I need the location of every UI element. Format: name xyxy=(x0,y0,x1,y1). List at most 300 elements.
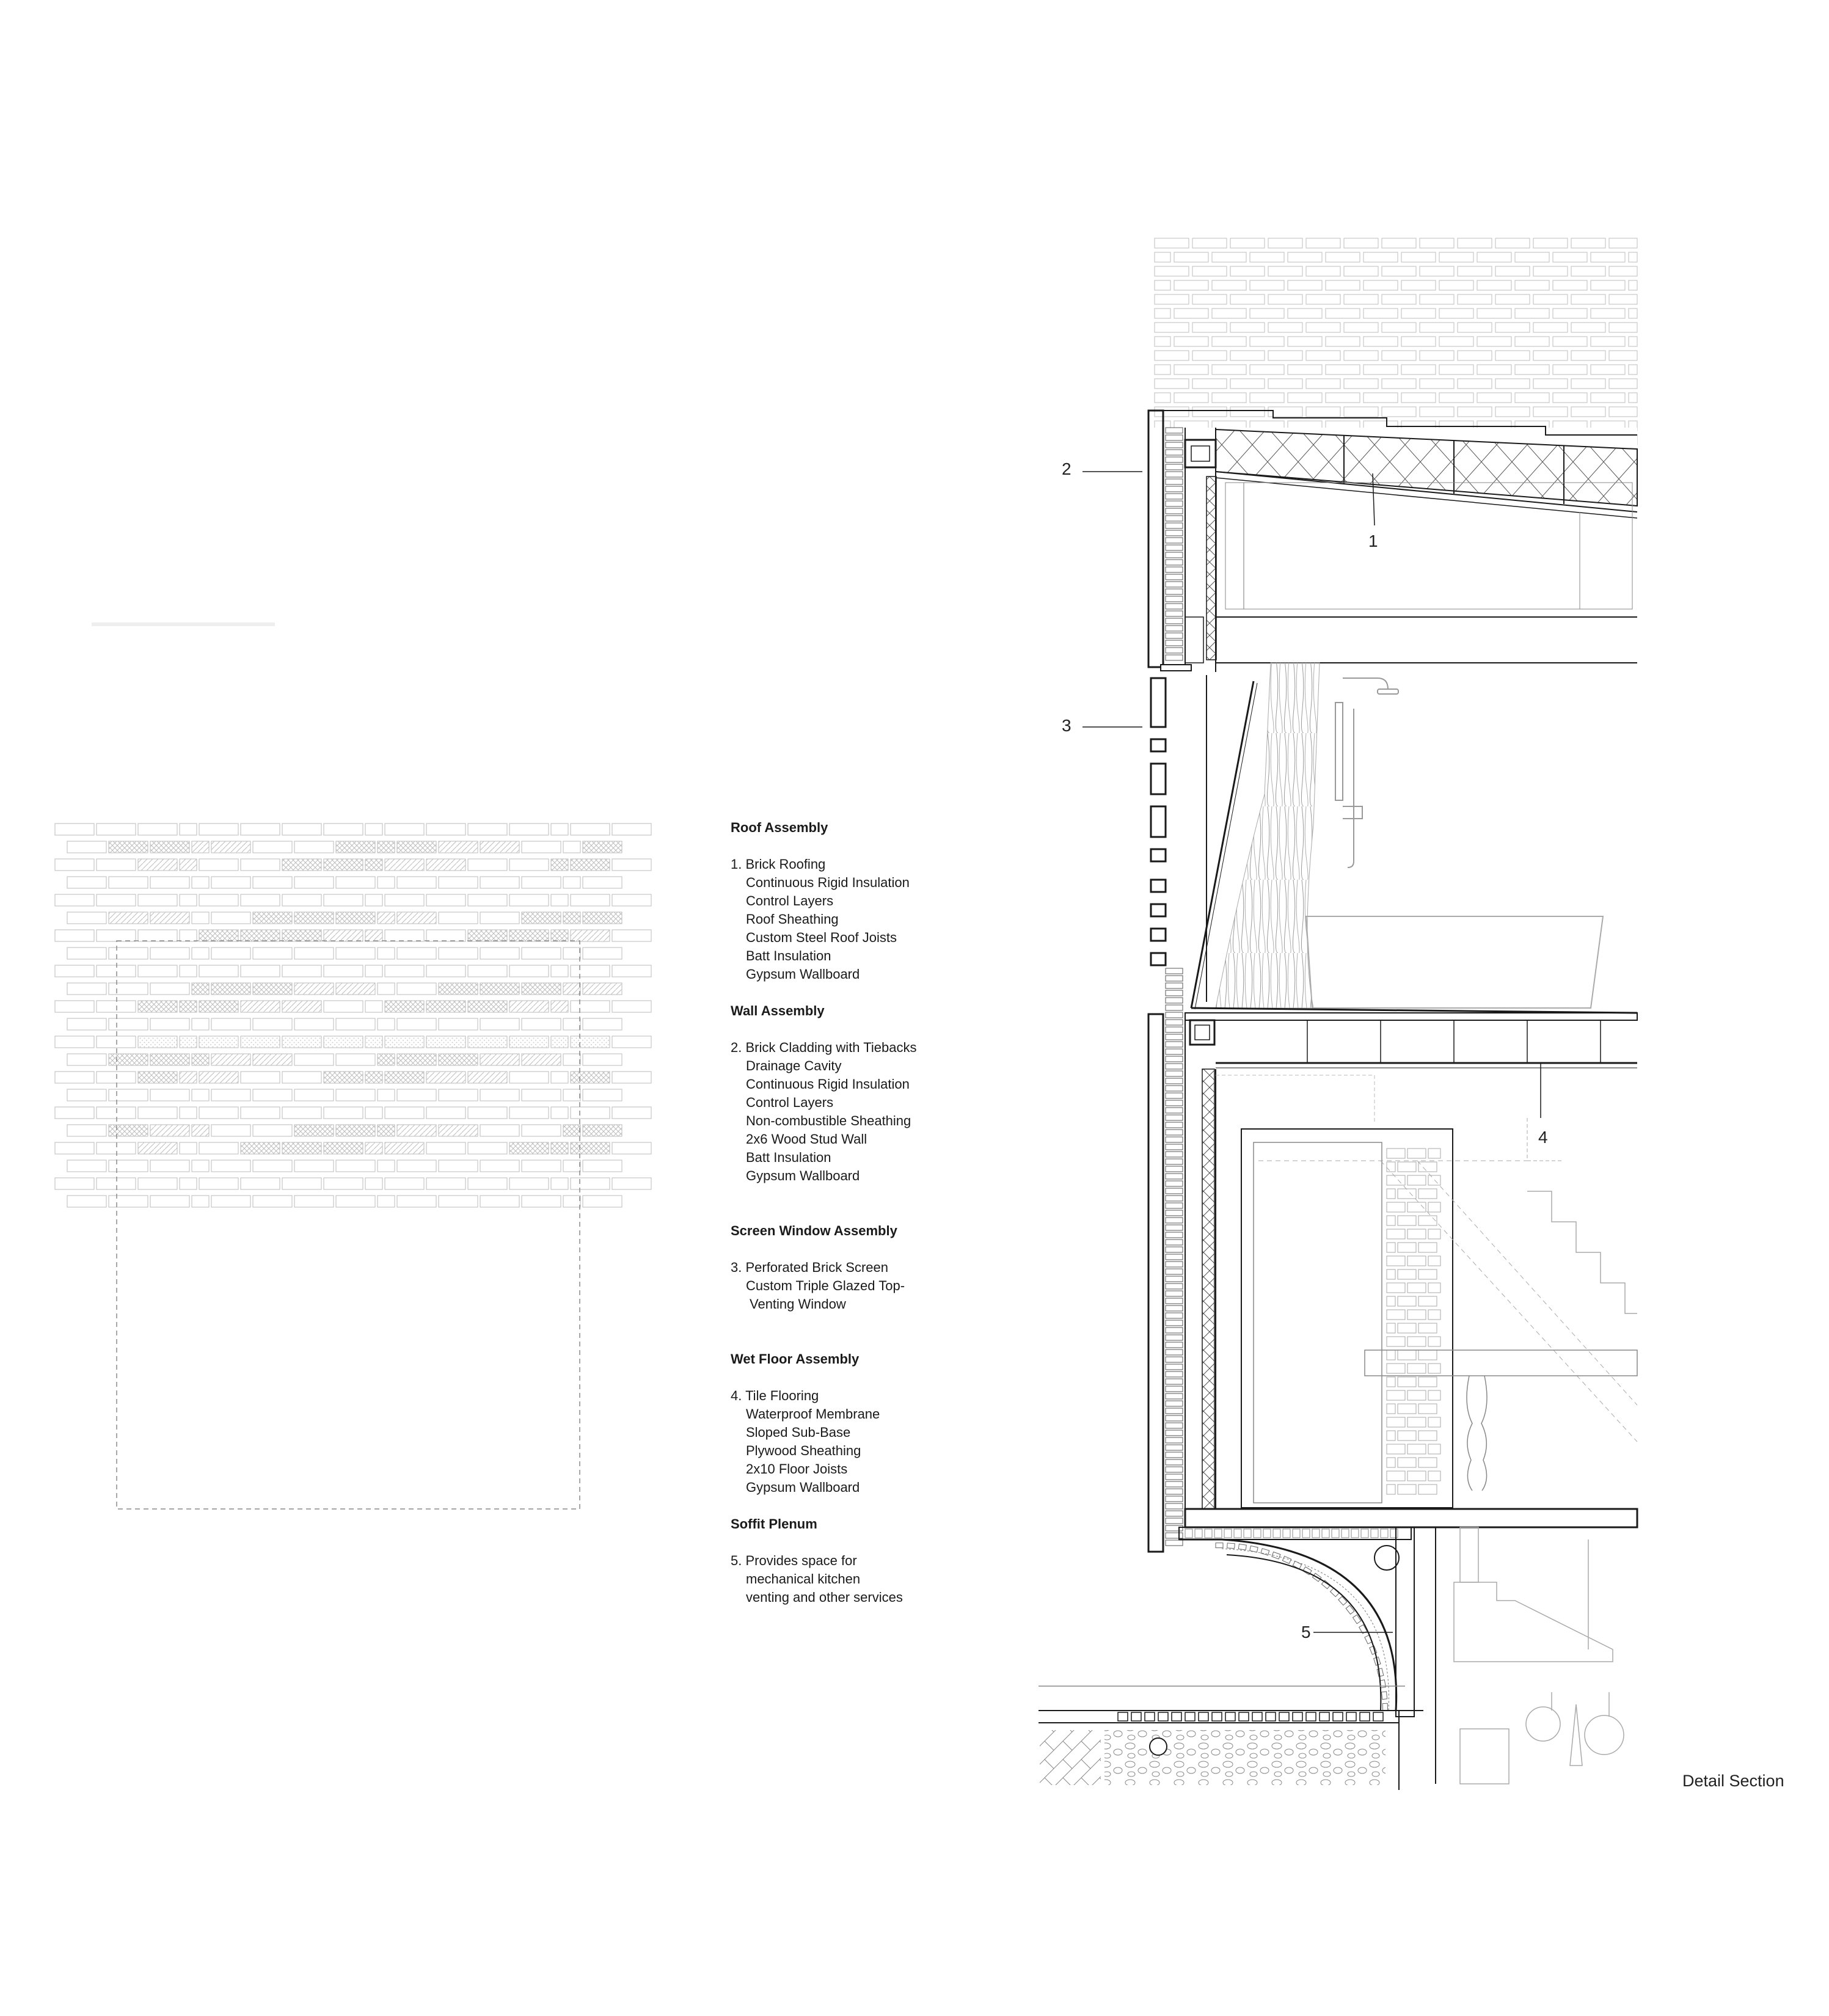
cladding-brick xyxy=(1166,486,1183,492)
soffit-brick xyxy=(1273,1529,1280,1538)
facade-brick xyxy=(1268,266,1302,276)
chimney-brick xyxy=(1387,1390,1405,1400)
legend-subitem: Sloped Sub-Base xyxy=(746,1425,851,1440)
facade-brick xyxy=(1344,407,1378,417)
arch-brick xyxy=(1261,1549,1269,1555)
cladding-brick xyxy=(1166,1078,1183,1084)
cladding-brick xyxy=(1166,1269,1183,1274)
facade-brick xyxy=(1364,309,1398,318)
facade-brick xyxy=(1230,323,1265,332)
ground-brick xyxy=(1333,1712,1343,1721)
cladding-brick xyxy=(1166,1306,1183,1311)
cladding-brick xyxy=(1166,1437,1183,1443)
chimney-brick xyxy=(1387,1189,1395,1199)
facade-brick xyxy=(1155,294,1189,304)
cladding-brick xyxy=(1166,1262,1183,1267)
cladding-brick xyxy=(1166,1137,1183,1142)
facade-brick xyxy=(1571,238,1605,248)
facade-brick xyxy=(1533,407,1568,417)
chimney-brick xyxy=(1398,1296,1416,1306)
chimney-brick xyxy=(1387,1296,1395,1306)
chimney-brick xyxy=(1428,1337,1440,1346)
chimney-brick xyxy=(1407,1149,1426,1158)
facade-brick xyxy=(1250,280,1284,290)
chimney-brick xyxy=(1418,1243,1437,1252)
facade-brick xyxy=(1306,407,1340,417)
soffit-brick xyxy=(1332,1529,1339,1538)
callout-4: 4 xyxy=(1538,1128,1548,1147)
legend-item: 1. Brick Roofing xyxy=(731,856,826,872)
screen-brick xyxy=(1151,953,1166,965)
legend-subitem: Non-combustible Sheathing xyxy=(746,1113,911,1128)
screen-brick xyxy=(1151,764,1166,794)
soffit-brick xyxy=(1312,1529,1320,1538)
cladding-brick xyxy=(1166,1012,1183,1018)
facade-brick xyxy=(1553,365,1587,374)
chimney-brick xyxy=(1418,1404,1437,1414)
cladding-brick xyxy=(1166,1027,1183,1032)
chimney-brick xyxy=(1387,1175,1405,1185)
arch-brick xyxy=(1338,1596,1347,1605)
cladding-brick xyxy=(1166,633,1183,638)
cladding-brick xyxy=(1166,494,1183,499)
chimney-brick xyxy=(1418,1485,1437,1494)
chimney-brick xyxy=(1418,1350,1437,1360)
cladding-brick xyxy=(1166,990,1183,996)
facade-brick xyxy=(1155,351,1189,360)
soffit-brick xyxy=(1185,1529,1192,1538)
legend-subitem: Custom Triple Glazed Top- xyxy=(746,1278,905,1293)
ground-brick xyxy=(1293,1712,1302,1721)
cladding-brick xyxy=(1166,1393,1183,1399)
legend-subitem: Plywood Sheathing xyxy=(746,1443,861,1458)
cladding-brick xyxy=(1166,1503,1183,1509)
chimney-brick xyxy=(1398,1216,1416,1225)
facade-brick xyxy=(1326,365,1360,374)
cladding-brick xyxy=(1166,1349,1183,1355)
ground-brick xyxy=(1252,1712,1262,1721)
chimney-brick xyxy=(1407,1229,1426,1239)
chimney-brick xyxy=(1398,1404,1416,1414)
facade-brick xyxy=(1192,379,1227,389)
cladding-brick xyxy=(1166,1445,1183,1450)
soffit-brick xyxy=(1214,1529,1222,1538)
facade-brick xyxy=(1344,351,1378,360)
facade-brick xyxy=(1250,365,1284,374)
facade-brick xyxy=(1174,280,1208,290)
facade-brick xyxy=(1515,309,1549,318)
facade-brick xyxy=(1250,252,1284,262)
chimney-brick xyxy=(1428,1444,1440,1454)
ground-brick xyxy=(1212,1712,1222,1721)
soffit-brick xyxy=(1195,1529,1202,1538)
facade-brick xyxy=(1174,309,1208,318)
cladding-brick xyxy=(1166,1320,1183,1326)
facade-brick xyxy=(1344,379,1378,389)
chimney-brick xyxy=(1407,1364,1426,1373)
screen-brick xyxy=(1151,739,1166,751)
cladding-brick xyxy=(1166,1401,1183,1406)
cladding-brick xyxy=(1166,1540,1183,1546)
chimney-brick xyxy=(1428,1283,1440,1293)
cladding-brick xyxy=(1166,464,1183,470)
legend-subitem: Gypsum Wallboard xyxy=(746,1168,860,1183)
ground-brick xyxy=(1346,1712,1356,1721)
facade-brick xyxy=(1155,393,1170,403)
chimney-brick xyxy=(1418,1189,1437,1199)
cladding-brick xyxy=(1166,1276,1183,1282)
facade-brick xyxy=(1401,337,1436,346)
cladding-brick xyxy=(1166,1511,1183,1516)
facade-brick xyxy=(1174,337,1208,346)
legend-subitem: mechanical kitchen xyxy=(746,1571,861,1587)
facade-brick xyxy=(1629,280,1637,290)
cladding-brick xyxy=(1166,1064,1183,1069)
soffit-brick xyxy=(1361,1529,1368,1538)
screen-brick xyxy=(1151,678,1166,727)
cladding-brick xyxy=(1166,1525,1183,1531)
facade-brick xyxy=(1629,337,1637,346)
cladding-brick xyxy=(1166,1408,1183,1414)
facade-brick xyxy=(1192,323,1227,332)
chimney-brick xyxy=(1387,1323,1395,1333)
facade-brick xyxy=(1155,337,1170,346)
facade-brick xyxy=(1477,337,1511,346)
chimney-brick xyxy=(1398,1269,1416,1279)
cladding-brick xyxy=(1166,574,1183,580)
facade-brick xyxy=(1268,294,1302,304)
cladding-brick xyxy=(1166,618,1183,624)
facade-brick xyxy=(1495,351,1530,360)
ground-brick xyxy=(1225,1712,1235,1721)
facade-brick xyxy=(1609,294,1637,304)
facade-brick xyxy=(1344,294,1378,304)
facade-brick xyxy=(1553,309,1587,318)
legend-heading: Soffit Plenum xyxy=(731,1516,817,1532)
facade-brick xyxy=(1495,266,1530,276)
ground-brick xyxy=(1199,1712,1208,1721)
cladding-brick xyxy=(1166,1049,1183,1054)
facade-brick xyxy=(1553,280,1587,290)
arch-brick xyxy=(1282,1556,1291,1563)
chimney-brick xyxy=(1387,1149,1405,1158)
screen-brick xyxy=(1151,904,1166,916)
facade-brick xyxy=(1477,309,1511,318)
chimney-brick xyxy=(1398,1323,1416,1333)
facade-brick xyxy=(1212,252,1246,262)
facade-brick xyxy=(1306,266,1340,276)
facade-brick xyxy=(1192,407,1227,417)
cladding-brick xyxy=(1166,1225,1183,1230)
facade-brick xyxy=(1364,252,1398,262)
cladding-brick xyxy=(1166,596,1183,602)
facade-brick xyxy=(1250,309,1284,318)
soffit-brick xyxy=(1263,1529,1271,1538)
cladding-brick xyxy=(1166,530,1183,536)
facade-brick xyxy=(1212,309,1246,318)
facade-brick xyxy=(1420,379,1454,389)
facade-brick xyxy=(1192,238,1227,248)
cladding-brick xyxy=(1166,1313,1183,1318)
facade-brick xyxy=(1326,309,1360,318)
legend-subitem: Batt Insulation xyxy=(746,948,831,963)
cladding-brick xyxy=(1166,1240,1183,1245)
facade-brick xyxy=(1155,407,1189,417)
cladding-brick xyxy=(1166,998,1183,1003)
facade-brick xyxy=(1629,393,1637,403)
chimney-brick xyxy=(1398,1189,1416,1199)
legend-roof-assembly xyxy=(731,819,987,984)
facade-brick xyxy=(1268,238,1302,248)
chimney-brick xyxy=(1398,1458,1416,1467)
ground-brick xyxy=(1172,1712,1181,1721)
cladding-brick xyxy=(1166,1034,1183,1040)
facade-brick xyxy=(1174,252,1208,262)
cladding-brick xyxy=(1166,1093,1183,1098)
kitchen-below xyxy=(1454,1527,1624,1784)
facade-brick xyxy=(1533,323,1568,332)
legend-item: 5. Provides space for xyxy=(731,1553,857,1568)
legend-subitem: Gypsum Wallboard xyxy=(746,966,860,982)
cladding-brick xyxy=(1166,640,1183,646)
cladding-brick xyxy=(1166,589,1183,594)
cladding-brick xyxy=(1166,1423,1183,1428)
cladding-brick xyxy=(1166,1232,1183,1238)
chimney-brick xyxy=(1428,1256,1440,1266)
cladding-brick xyxy=(1166,567,1183,572)
facade-brick xyxy=(1515,393,1549,403)
cladding-brick xyxy=(1166,1415,1183,1421)
cladding-brick xyxy=(1166,501,1183,506)
facade-brick xyxy=(1326,393,1360,403)
cladding-brick xyxy=(1166,552,1183,558)
chimney-brick xyxy=(1387,1471,1405,1481)
cladding-brick xyxy=(1166,516,1183,521)
chimney-brick xyxy=(1407,1417,1426,1427)
facade-brick xyxy=(1382,294,1416,304)
chimney-brick xyxy=(1387,1283,1405,1293)
facade-brick xyxy=(1174,365,1208,374)
chimney-brick xyxy=(1418,1162,1437,1172)
facade-brick xyxy=(1382,379,1416,389)
cladding-brick xyxy=(1166,472,1183,477)
cladding-brick xyxy=(1166,457,1183,462)
cladding-brick xyxy=(1166,1100,1183,1106)
chimney-brick xyxy=(1407,1337,1426,1346)
facade-brick xyxy=(1212,393,1246,403)
facade-brick xyxy=(1533,266,1568,276)
legend-subitem: Waterproof Membrane xyxy=(746,1406,880,1422)
cladding-brick xyxy=(1166,1452,1183,1458)
ground-section xyxy=(1039,1686,1405,1790)
chimney-brick xyxy=(1428,1471,1440,1481)
cladding-brick xyxy=(1166,1188,1183,1194)
chimney-brick xyxy=(1387,1444,1405,1454)
cladding-brick xyxy=(1166,968,1183,974)
facade-brick xyxy=(1212,280,1246,290)
soffit-brick xyxy=(1234,1529,1241,1538)
arch-brick xyxy=(1377,1668,1384,1677)
cladding-brick xyxy=(1166,648,1183,653)
legend-subitem: Batt Insulation xyxy=(746,1150,831,1165)
soffit-brick xyxy=(1224,1529,1232,1538)
facade-brick xyxy=(1458,266,1492,276)
facade-brick xyxy=(1571,294,1605,304)
facade-brick xyxy=(1571,351,1605,360)
legend-wet-floor-assembly xyxy=(731,1350,987,1497)
facade-brick xyxy=(1458,407,1492,417)
chimney-brick xyxy=(1407,1471,1426,1481)
chimney-brick xyxy=(1387,1269,1395,1279)
legend-item: 4. Tile Flooring xyxy=(731,1388,819,1403)
soffit-brick xyxy=(1244,1529,1251,1538)
chimney-brick xyxy=(1387,1256,1405,1266)
screen-brick xyxy=(1151,806,1166,837)
facade-brick xyxy=(1458,351,1492,360)
chimney-brick xyxy=(1407,1444,1426,1454)
chimney-brick xyxy=(1418,1323,1437,1333)
chimney-brick xyxy=(1418,1269,1437,1279)
facade-brick xyxy=(1155,309,1170,318)
facade-brick xyxy=(1364,337,1398,346)
facade-brick xyxy=(1553,337,1587,346)
facade-brick xyxy=(1326,337,1360,346)
facade-brick xyxy=(1212,337,1246,346)
chimney-brick xyxy=(1387,1243,1395,1252)
screen-brick xyxy=(1151,849,1166,861)
facade-brick xyxy=(1212,365,1246,374)
facade-brick xyxy=(1382,407,1416,417)
cladding-brick xyxy=(1166,611,1183,616)
legend-subitem: Custom Steel Roof Joists xyxy=(746,930,897,945)
ground-brick xyxy=(1320,1712,1329,1721)
facade-brick xyxy=(1174,393,1208,403)
facade-brick xyxy=(1571,266,1605,276)
screen-brick xyxy=(1151,929,1166,941)
facade-brick xyxy=(1420,294,1454,304)
facade-brick xyxy=(1515,252,1549,262)
arch-brick xyxy=(1382,1692,1387,1700)
legend-subitem: Control Layers xyxy=(746,893,834,908)
facade-brick xyxy=(1230,238,1265,248)
cladding-brick xyxy=(1166,1533,1183,1538)
facade-brick xyxy=(1420,323,1454,332)
facade-brick xyxy=(1344,238,1378,248)
chimney-brick xyxy=(1387,1337,1405,1346)
chimney-brick xyxy=(1428,1202,1440,1212)
cladding-brick xyxy=(1166,1298,1183,1304)
legend-subitem: 2x6 Wood Stud Wall xyxy=(746,1131,867,1147)
facade-brick xyxy=(1268,379,1302,389)
chimney-brick xyxy=(1387,1162,1395,1172)
cladding-brick xyxy=(1166,560,1183,565)
facade-brick xyxy=(1591,337,1625,346)
facade-brick xyxy=(1609,266,1637,276)
cladding-brick xyxy=(1166,1108,1183,1113)
chimney-brick xyxy=(1407,1256,1426,1266)
cladding-brick xyxy=(1166,1056,1183,1062)
facade-brick xyxy=(1609,407,1637,417)
facade-brick xyxy=(1344,266,1378,276)
facade-brick xyxy=(1515,365,1549,374)
facade-brick xyxy=(1591,365,1625,374)
chimney-brick xyxy=(1398,1350,1416,1360)
legend-heading: Wall Assembly xyxy=(731,1003,825,1018)
facade-brick xyxy=(1155,379,1189,389)
facade-brick xyxy=(1288,337,1322,346)
facade-brick xyxy=(1364,393,1398,403)
cladding-brick xyxy=(1166,1379,1183,1384)
cladding-brick xyxy=(1166,1364,1183,1370)
chimney-brick xyxy=(1407,1283,1426,1293)
cladding-brick xyxy=(1166,538,1183,543)
facade-brick xyxy=(1495,294,1530,304)
cladding-brick xyxy=(1166,1291,1183,1296)
facade-brick xyxy=(1515,280,1549,290)
facade-brick xyxy=(1458,323,1492,332)
facade-brick xyxy=(1364,365,1398,374)
chimney-brick xyxy=(1428,1175,1440,1185)
ground-brick xyxy=(1266,1712,1276,1721)
facade-brick xyxy=(1268,351,1302,360)
facade-brick xyxy=(1591,393,1625,403)
facade-brick xyxy=(1364,280,1398,290)
roof-assembly xyxy=(1148,411,1637,663)
facade-brick xyxy=(1495,323,1530,332)
cladding-brick xyxy=(1166,1115,1183,1120)
cladding-brick xyxy=(1166,1218,1183,1223)
chimney-brick xyxy=(1387,1216,1395,1225)
facade-brick xyxy=(1230,266,1265,276)
facade-brick xyxy=(1288,365,1322,374)
cladding-brick xyxy=(1166,1174,1183,1179)
chimney-brick xyxy=(1387,1229,1405,1239)
cladding-brick xyxy=(1166,1357,1183,1362)
chimney-brick xyxy=(1407,1390,1426,1400)
facade-brick xyxy=(1420,238,1454,248)
facade-brick xyxy=(1609,238,1637,248)
ground-brick xyxy=(1360,1712,1370,1721)
facade-brick xyxy=(1288,309,1322,318)
facade-brick xyxy=(1155,266,1189,276)
facade-brick xyxy=(1192,351,1227,360)
chimney-brick xyxy=(1387,1417,1405,1427)
facade-brick xyxy=(1439,337,1473,346)
cladding-brick xyxy=(1166,1342,1183,1348)
legend-subitem: Roof Sheathing xyxy=(746,911,839,927)
soffit-brick xyxy=(1293,1529,1300,1538)
facade-brick xyxy=(1477,280,1511,290)
legend-screen-window-assembly xyxy=(731,1222,987,1313)
facade-brick xyxy=(1155,238,1189,248)
callout-3: 3 xyxy=(1062,716,1071,735)
facade-brick xyxy=(1306,294,1340,304)
cladding-brick xyxy=(1166,1247,1183,1252)
chimney-brick xyxy=(1407,1310,1426,1320)
chimney-brick xyxy=(1398,1162,1416,1172)
chimney-brick xyxy=(1428,1417,1440,1427)
cladding-brick xyxy=(1166,626,1183,631)
ground-brick xyxy=(1145,1712,1155,1721)
facade-brick xyxy=(1458,294,1492,304)
cladding-brick xyxy=(1166,1430,1183,1436)
ground-brick xyxy=(1158,1712,1168,1721)
cladding-brick xyxy=(1166,523,1183,528)
facade-brick xyxy=(1533,351,1568,360)
cladding-brick xyxy=(1166,545,1183,550)
facade-brick xyxy=(1155,365,1170,374)
facade-brick xyxy=(1420,266,1454,276)
